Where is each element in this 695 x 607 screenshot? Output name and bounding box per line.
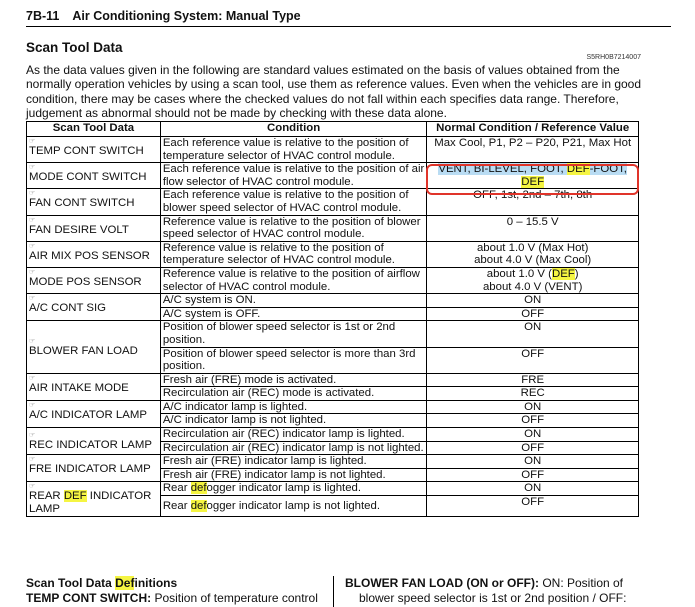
item-cell xyxy=(27,241,161,267)
def-highlight: DEF xyxy=(551,267,575,280)
def-highlight: DEF xyxy=(566,163,590,176)
condition-cell: A/C system is ON. xyxy=(160,294,427,308)
def-highlight: DEF xyxy=(63,490,87,503)
value-line: about 4.0 V (Max Cool) xyxy=(474,254,592,267)
pointer-icon: ☞ xyxy=(29,401,36,409)
item-name: TEMP CONT SWITCH xyxy=(29,145,144,157)
condition-cell: Fresh air (FRE) indicator lamp is lighted. xyxy=(160,455,427,469)
def-highlight: DEF xyxy=(521,175,545,188)
section-number: 7B-11 xyxy=(26,9,60,23)
condition-cell: Fresh air (FRE) mode is activated. xyxy=(160,373,427,387)
item-name xyxy=(29,490,158,515)
value-cell: ON xyxy=(427,400,639,414)
value-cell: ON xyxy=(427,321,639,347)
table-row xyxy=(27,400,639,414)
pointer-icon: ☞ xyxy=(29,164,36,172)
condition-cell: Each reference value is relative to the position of temperature selector of HVAC control module. xyxy=(160,137,427,163)
condition-cell xyxy=(160,482,427,496)
value-cell: Max Cool, P1, P2 – P20, P21, Max Hot xyxy=(427,137,639,163)
value-text: -FOOT, xyxy=(589,163,627,176)
pointer-icon: ☞ xyxy=(29,374,36,382)
value-cell xyxy=(427,267,639,293)
item-cell xyxy=(27,455,161,482)
value-cell: OFF, 1st, 2nd – 7th, 8th xyxy=(427,189,639,215)
section-title: Scan Tool Data xyxy=(26,40,123,55)
table-row xyxy=(27,428,639,442)
item-name: AIR MIX POS SENSOR xyxy=(29,249,150,262)
condition-cell: A/C indicator lamp is not lighted. xyxy=(160,414,427,428)
definition-text: Position of temperature control xyxy=(151,591,318,605)
condition-cell: A/C indicator lamp is lighted. xyxy=(160,400,427,414)
value-cell: 0 – 15.5 V xyxy=(427,215,639,241)
heading-part: initions xyxy=(134,576,178,590)
item-name: FAN DESIRE VOLT xyxy=(29,223,129,236)
item-name: AIR INTAKE MODE xyxy=(29,381,129,394)
definitions-heading xyxy=(26,576,331,591)
document-code: S5RH0B7214007 xyxy=(586,54,641,61)
condition-cell xyxy=(160,496,427,517)
condition-part: ogger indicator lamp is lighted. xyxy=(206,482,362,495)
item-cell xyxy=(27,482,161,517)
value-cell: OFF xyxy=(427,347,639,373)
chapter-title: Air Conditioning System: Manual Type xyxy=(72,9,301,23)
value-cell: ON xyxy=(427,455,639,469)
value-cell: ON xyxy=(427,294,639,308)
column-divider xyxy=(333,576,334,607)
header-condition: Condition xyxy=(160,122,427,137)
table-row xyxy=(27,267,639,293)
value-line: ) xyxy=(574,267,579,280)
value-line: about 1.0 V ( xyxy=(486,267,552,280)
value-cell: ON xyxy=(427,482,639,496)
value-cell: OFF xyxy=(427,468,639,482)
item-cell xyxy=(27,189,161,215)
item-name: FAN CONT SWITCH xyxy=(29,197,135,210)
condition-cell: Recirculation air (REC) mode is activated. xyxy=(160,387,427,401)
pointer-icon: ☞ xyxy=(29,216,36,224)
value-cell: OFF xyxy=(427,441,639,455)
header-reference-value: Normal Condition / Reference Value xyxy=(427,122,639,137)
value-line: about 1.0 V (Max Hot) xyxy=(476,241,589,254)
table-row xyxy=(27,455,639,469)
pointer-icon: ☞ xyxy=(29,337,36,345)
item-cell xyxy=(27,400,161,427)
value-cell: REC xyxy=(427,387,639,401)
item-cell xyxy=(27,215,161,241)
item-cell xyxy=(27,373,161,400)
value-cell: ON xyxy=(427,428,639,442)
table-row xyxy=(27,373,639,387)
page-header xyxy=(26,9,671,27)
condition-part: Rear xyxy=(162,482,191,495)
def-highlight: def xyxy=(190,499,207,512)
item-name: BLOWER FAN LOAD xyxy=(29,344,138,357)
pointer-icon: ☞ xyxy=(29,456,36,464)
definition-text: blower speed selector is 1st or 2nd position / OFF: xyxy=(359,591,627,605)
value-cell: OFF xyxy=(427,414,639,428)
table-row xyxy=(27,482,639,496)
pointer-icon: ☞ xyxy=(29,431,36,439)
item-cell xyxy=(27,294,161,321)
condition-cell: Reference value is relative to the position of airflow selector of HVAC control module. xyxy=(160,267,427,293)
condition-cell: Recirculation air (REC) indicator lamp is lighted. xyxy=(160,428,427,442)
pointer-icon: ☞ xyxy=(29,138,36,145)
value-text: VENT, BI-LEVEL, FOOT, xyxy=(438,163,567,176)
condition-part: Rear xyxy=(162,499,191,512)
pointer-icon: ☞ xyxy=(29,295,36,303)
item-name: A/C INDICATOR LAMP xyxy=(29,408,147,421)
condition-part: ogger indicator lamp is not lighted. xyxy=(206,499,381,512)
condition-cell: A/C system is OFF. xyxy=(160,307,427,321)
item-name: FRE INDICATOR LAMP xyxy=(29,463,151,476)
pointer-icon: ☞ xyxy=(29,190,36,198)
definition-term: TEMP CONT SWITCH: xyxy=(26,591,152,605)
pointer-icon: ☞ xyxy=(29,242,36,250)
value-cell xyxy=(427,241,639,267)
condition-cell: Reference value is relative to the position of blower speed selector of HVAC control module. xyxy=(160,215,427,241)
item-name: MODE POS SENSOR xyxy=(29,275,142,288)
table-row xyxy=(27,321,639,347)
table-header-row xyxy=(27,122,639,137)
value-cell: OFF xyxy=(427,307,639,321)
definition-entry xyxy=(26,591,331,606)
annotation-highlight-box xyxy=(426,164,639,195)
condition-cell: Recirculation air (REC) indicator lamp is not lighted. xyxy=(160,441,427,455)
item-name-part: INDICATOR LAMP xyxy=(29,490,152,516)
condition-cell: Each reference value is relative to the position of air flow selector of HVAC control module. xyxy=(160,163,427,189)
item-cell xyxy=(27,163,161,189)
condition-cell: Position of blower speed selector is more than 3rd position. xyxy=(160,347,427,373)
item-name: A/C CONT SIG xyxy=(29,302,107,315)
definition-text: ON: Position of xyxy=(538,576,624,590)
condition-cell: Reference value is relative to the position of temperature selector of HVAC control module. xyxy=(160,241,427,267)
item-cell xyxy=(27,428,161,455)
item-cell xyxy=(27,321,161,373)
table-row xyxy=(27,137,639,163)
definitions-column-left xyxy=(26,576,331,606)
intro-paragraph: As the data values given in the following are standard values estimated on the basis of values obtained from the normally operation vehicles by using a scan tool, use them as reference values. Even when the vehicles are in good condition, there may be cases where the checked values do not fall within each specifies data range. Therefore, judgement as abnormal should not be made by checking with these data alone. xyxy=(26,63,642,120)
item-cell xyxy=(27,137,161,163)
condition-cell: Fresh air (FRE) indicator lamp is not lighted. xyxy=(160,468,427,482)
table-row xyxy=(27,294,639,308)
def-highlight: Def xyxy=(115,576,135,590)
item-name-part: REAR xyxy=(29,490,64,503)
pointer-icon: ☞ xyxy=(29,268,36,276)
header-scan-tool-data: Scan Tool Data xyxy=(27,122,161,137)
pointer-icon: ☞ xyxy=(29,483,36,491)
condition-cell: Position of blower speed selector is 1st or 2nd position. xyxy=(160,321,427,347)
item-name: MODE CONT SWITCH xyxy=(29,171,147,184)
value-cell: FRE xyxy=(427,373,639,387)
item-name: REC INDICATOR LAMP xyxy=(29,438,152,451)
definition-entry xyxy=(345,576,645,591)
value-line: about 4.0 V (VENT) xyxy=(482,280,583,293)
table-row xyxy=(27,241,639,267)
item-cell xyxy=(27,267,161,293)
table-row xyxy=(27,215,639,241)
definition-term: BLOWER FAN LOAD (ON or OFF): xyxy=(345,576,539,590)
heading-part: Scan Tool Data xyxy=(26,576,116,590)
value-cell: OFF xyxy=(427,496,639,517)
condition-cell: Each reference value is relative to the position of blower speed selector of HVAC control module. xyxy=(160,189,427,215)
definitions-column-right xyxy=(345,576,645,606)
def-highlight: def xyxy=(190,482,207,495)
